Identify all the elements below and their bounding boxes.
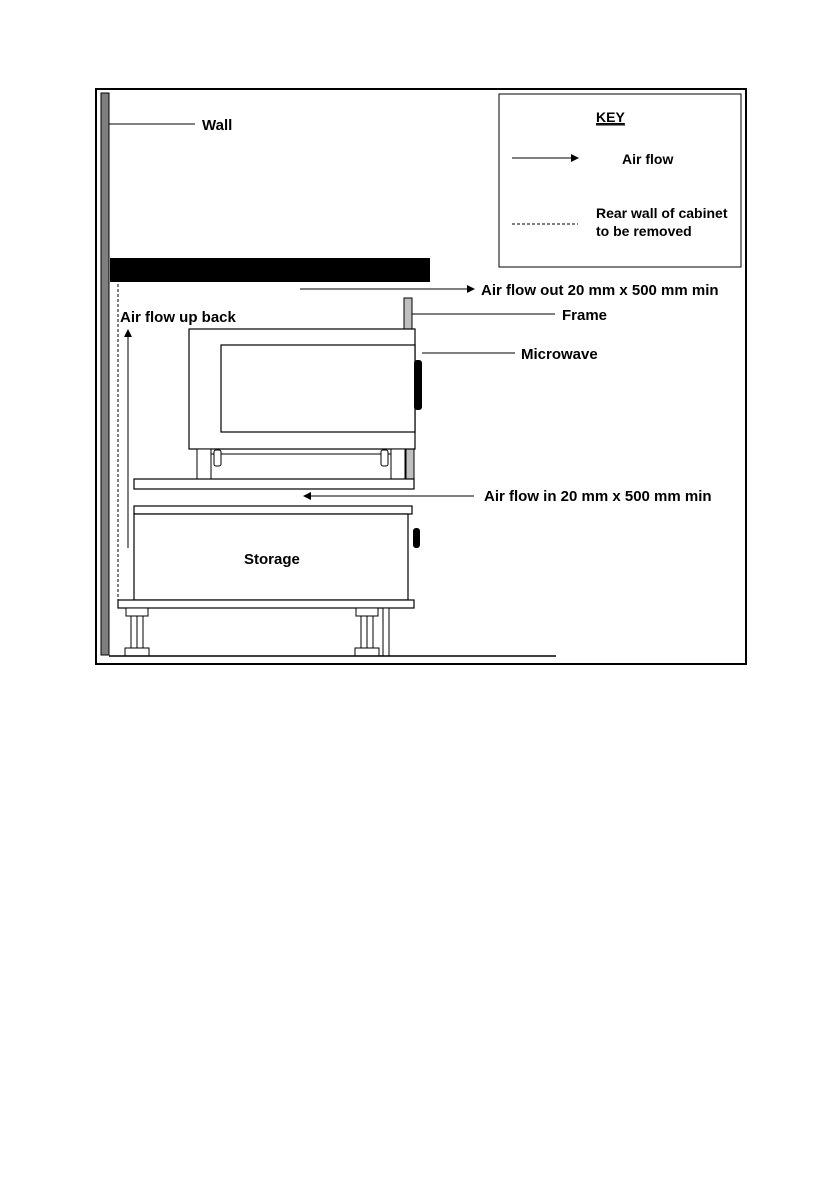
air-flow-in-label: Air flow in 20 mm x 500 mm min [484, 488, 712, 505]
key-title: KEY [596, 109, 625, 125]
microwave-foot-left [197, 449, 211, 479]
key-rear-wall-label-line1: Rear wall of cabinet [596, 205, 728, 221]
cabinet-leg-left-foot [125, 648, 149, 656]
frame-label: Frame [562, 307, 608, 324]
microwave-door-handle [414, 360, 422, 410]
cabinet-leg-right-cap [356, 608, 378, 616]
frame-lower [406, 449, 414, 479]
microwave-window [221, 345, 415, 432]
microwave-rail-clip-right [381, 450, 388, 466]
air-flow-out-label: Air flow out 20 mm x 500 mm min [481, 282, 719, 299]
wall-label: Wall [202, 117, 233, 134]
key-air-flow-label: Air flow [622, 151, 674, 167]
cabinet-leg-left-cap [126, 608, 148, 616]
microwave-label: Microwave [521, 346, 598, 363]
microwave-rail-clip-left [214, 450, 221, 466]
cabinet-base [118, 600, 414, 608]
storage-drawer-handle [413, 528, 420, 548]
plinth-board [383, 608, 389, 656]
air-flow-up-back-label: Air flow up back [120, 309, 236, 326]
microwave-foot-right [391, 449, 405, 479]
worktop [110, 258, 430, 282]
storage-label: Storage [244, 551, 300, 568]
cabinet-leg-right-foot [355, 648, 379, 656]
key-rear-wall-label-line2: to be removed [596, 223, 692, 239]
storage-top-rail [134, 506, 412, 514]
wall [101, 93, 109, 655]
microwave-shelf [134, 479, 414, 489]
